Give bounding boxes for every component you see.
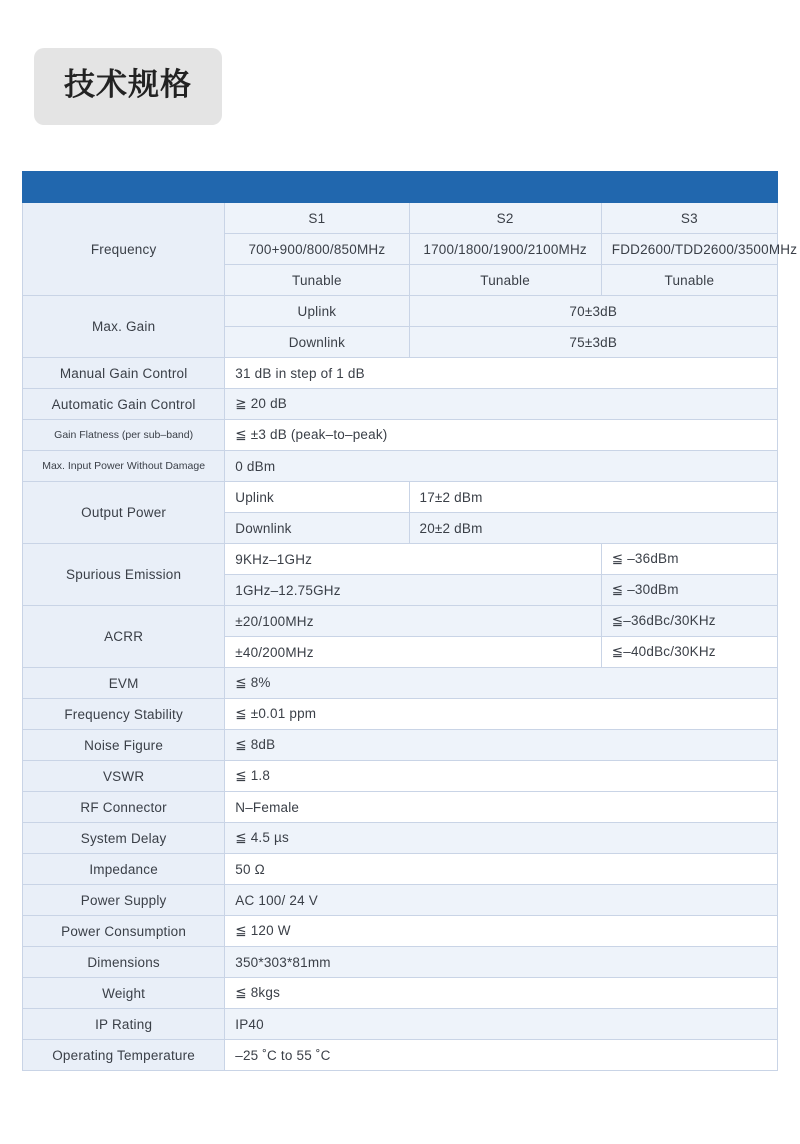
row-label-frequency: Frequency bbox=[23, 203, 225, 296]
row-label-automatic-gain-control: Automatic Gain Control bbox=[23, 389, 225, 420]
evm-value: ≦ 8% bbox=[225, 668, 778, 699]
tunable-s3: Tunable bbox=[601, 265, 777, 296]
row-label-operating-temperature: Operating Temperature bbox=[23, 1040, 225, 1071]
table-row bbox=[23, 203, 778, 234]
table-row bbox=[23, 885, 778, 916]
table-row bbox=[23, 947, 778, 978]
frequency-value-s2: 1700/1800/1900/2100MHz bbox=[409, 234, 601, 265]
output-power-uplink-value: 17±2 dBm bbox=[409, 482, 778, 513]
row-label-dimensions: Dimensions bbox=[23, 947, 225, 978]
spurious-emission-value-1: ≦ –36dBm bbox=[601, 544, 777, 575]
table-row bbox=[23, 296, 778, 327]
row-label-ip-rating: IP Rating bbox=[23, 1009, 225, 1040]
row-label-max-gain: Max. Gain bbox=[23, 296, 225, 358]
acrr-value-2: ≦–40dBc/30KHz bbox=[601, 637, 777, 668]
row-label-power-consumption: Power Consumption bbox=[23, 916, 225, 947]
row-label-system-delay: System Delay bbox=[23, 823, 225, 854]
specification-table bbox=[22, 171, 798, 1071]
table-row bbox=[23, 420, 778, 451]
band-header-s3: S3 bbox=[601, 203, 777, 234]
row-label-weight: Weight bbox=[23, 978, 225, 1009]
table-row bbox=[23, 823, 778, 854]
row-label-vswr: VSWR bbox=[23, 761, 225, 792]
table-row bbox=[23, 761, 778, 792]
max-input-power-value: 0 dBm bbox=[225, 451, 778, 482]
max-gain-uplink-value: 70±3dB bbox=[409, 296, 778, 327]
table-row bbox=[23, 916, 778, 947]
ip-rating-value: IP40 bbox=[225, 1009, 778, 1040]
table-row bbox=[23, 389, 778, 420]
table-row bbox=[23, 854, 778, 885]
manual-gain-control-value: 31 dB in step of 1 dB bbox=[225, 358, 778, 389]
row-label-manual-gain-control: Manual Gain Control bbox=[23, 358, 225, 389]
row-label-acrr: ACRR bbox=[23, 606, 225, 668]
tunable-s2: Tunable bbox=[409, 265, 601, 296]
table-row bbox=[23, 792, 778, 823]
frequency-value-s1: 700+900/800/850MHz bbox=[225, 234, 409, 265]
frequency-value-s3: FDD2600/TDD2600/3500MHz bbox=[601, 234, 777, 265]
row-label-impedance: Impedance bbox=[23, 854, 225, 885]
row-label-gain-flatness: Gain Flatness (per sub–band) bbox=[23, 420, 225, 451]
band-header-s2: S2 bbox=[409, 203, 601, 234]
dimensions-value: 350*303*81mm bbox=[225, 947, 778, 978]
band-header-s1: S1 bbox=[225, 203, 409, 234]
operating-temperature-value: –25 ˚C to 55 ˚C bbox=[225, 1040, 778, 1071]
tunable-s1: Tunable bbox=[225, 265, 409, 296]
row-label-power-supply: Power Supply bbox=[23, 885, 225, 916]
table-row bbox=[23, 1009, 778, 1040]
header-band-cell bbox=[23, 172, 778, 203]
row-label-noise-figure: Noise Figure bbox=[23, 730, 225, 761]
row-label-output-power: Output Power bbox=[23, 482, 225, 544]
table-row bbox=[23, 482, 778, 513]
table-row bbox=[23, 606, 778, 637]
page-title: 技术规格 bbox=[64, 67, 192, 103]
noise-figure-value: ≦ 8dB bbox=[225, 730, 778, 761]
table-row bbox=[23, 451, 778, 482]
row-label-rf-connector: RF Connector bbox=[23, 792, 225, 823]
weight-value: ≦ 8kgs bbox=[225, 978, 778, 1009]
table-row bbox=[23, 668, 778, 699]
row-label-frequency-stability: Frequency Stability bbox=[23, 699, 225, 730]
gain-flatness-value: ≦ ±3 dB (peak–to–peak) bbox=[225, 420, 778, 451]
power-supply-value: AC 100/ 24 V bbox=[225, 885, 778, 916]
vswr-value: ≦ 1.8 bbox=[225, 761, 778, 792]
output-power-uplink-label: Uplink bbox=[225, 482, 409, 513]
automatic-gain-control-value: ≧ 20 dB bbox=[225, 389, 778, 420]
table-row bbox=[23, 544, 778, 575]
acrr-range-2: ±40/200MHz bbox=[225, 637, 601, 668]
output-power-downlink-label: Downlink bbox=[225, 513, 409, 544]
table-row bbox=[23, 730, 778, 761]
spurious-emission-value-2: ≦ –30dBm bbox=[601, 575, 777, 606]
row-label-spurious-emission: Spurious Emission bbox=[23, 544, 225, 606]
max-gain-uplink-label: Uplink bbox=[225, 296, 409, 327]
table-header-band bbox=[23, 172, 778, 203]
table-row bbox=[23, 1040, 778, 1071]
spurious-emission-range-2: 1GHz–12.75GHz bbox=[225, 575, 601, 606]
page-title-badge bbox=[34, 48, 222, 125]
impedance-value: 50 Ω bbox=[225, 854, 778, 885]
rf-connector-value: N–Female bbox=[225, 792, 778, 823]
row-label-evm: EVM bbox=[23, 668, 225, 699]
max-gain-downlink-value: 75±3dB bbox=[409, 327, 778, 358]
specification-table-wrapper bbox=[22, 171, 798, 1071]
output-power-downlink-value: 20±2 dBm bbox=[409, 513, 778, 544]
table-row bbox=[23, 358, 778, 389]
acrr-value-1: ≦–36dBc/30KHz bbox=[601, 606, 777, 637]
table-row bbox=[23, 699, 778, 730]
acrr-range-1: ±20/100MHz bbox=[225, 606, 601, 637]
frequency-stability-value: ≦ ±0.01 ppm bbox=[225, 699, 778, 730]
spurious-emission-range-1: 9KHz–1GHz bbox=[225, 544, 601, 575]
power-consumption-value: ≦ 120 W bbox=[225, 916, 778, 947]
max-gain-downlink-label: Downlink bbox=[225, 327, 409, 358]
system-delay-value: ≦ 4.5 µs bbox=[225, 823, 778, 854]
table-row bbox=[23, 978, 778, 1009]
row-label-max-input-power: Max. Input Power Without Damage bbox=[23, 451, 225, 482]
